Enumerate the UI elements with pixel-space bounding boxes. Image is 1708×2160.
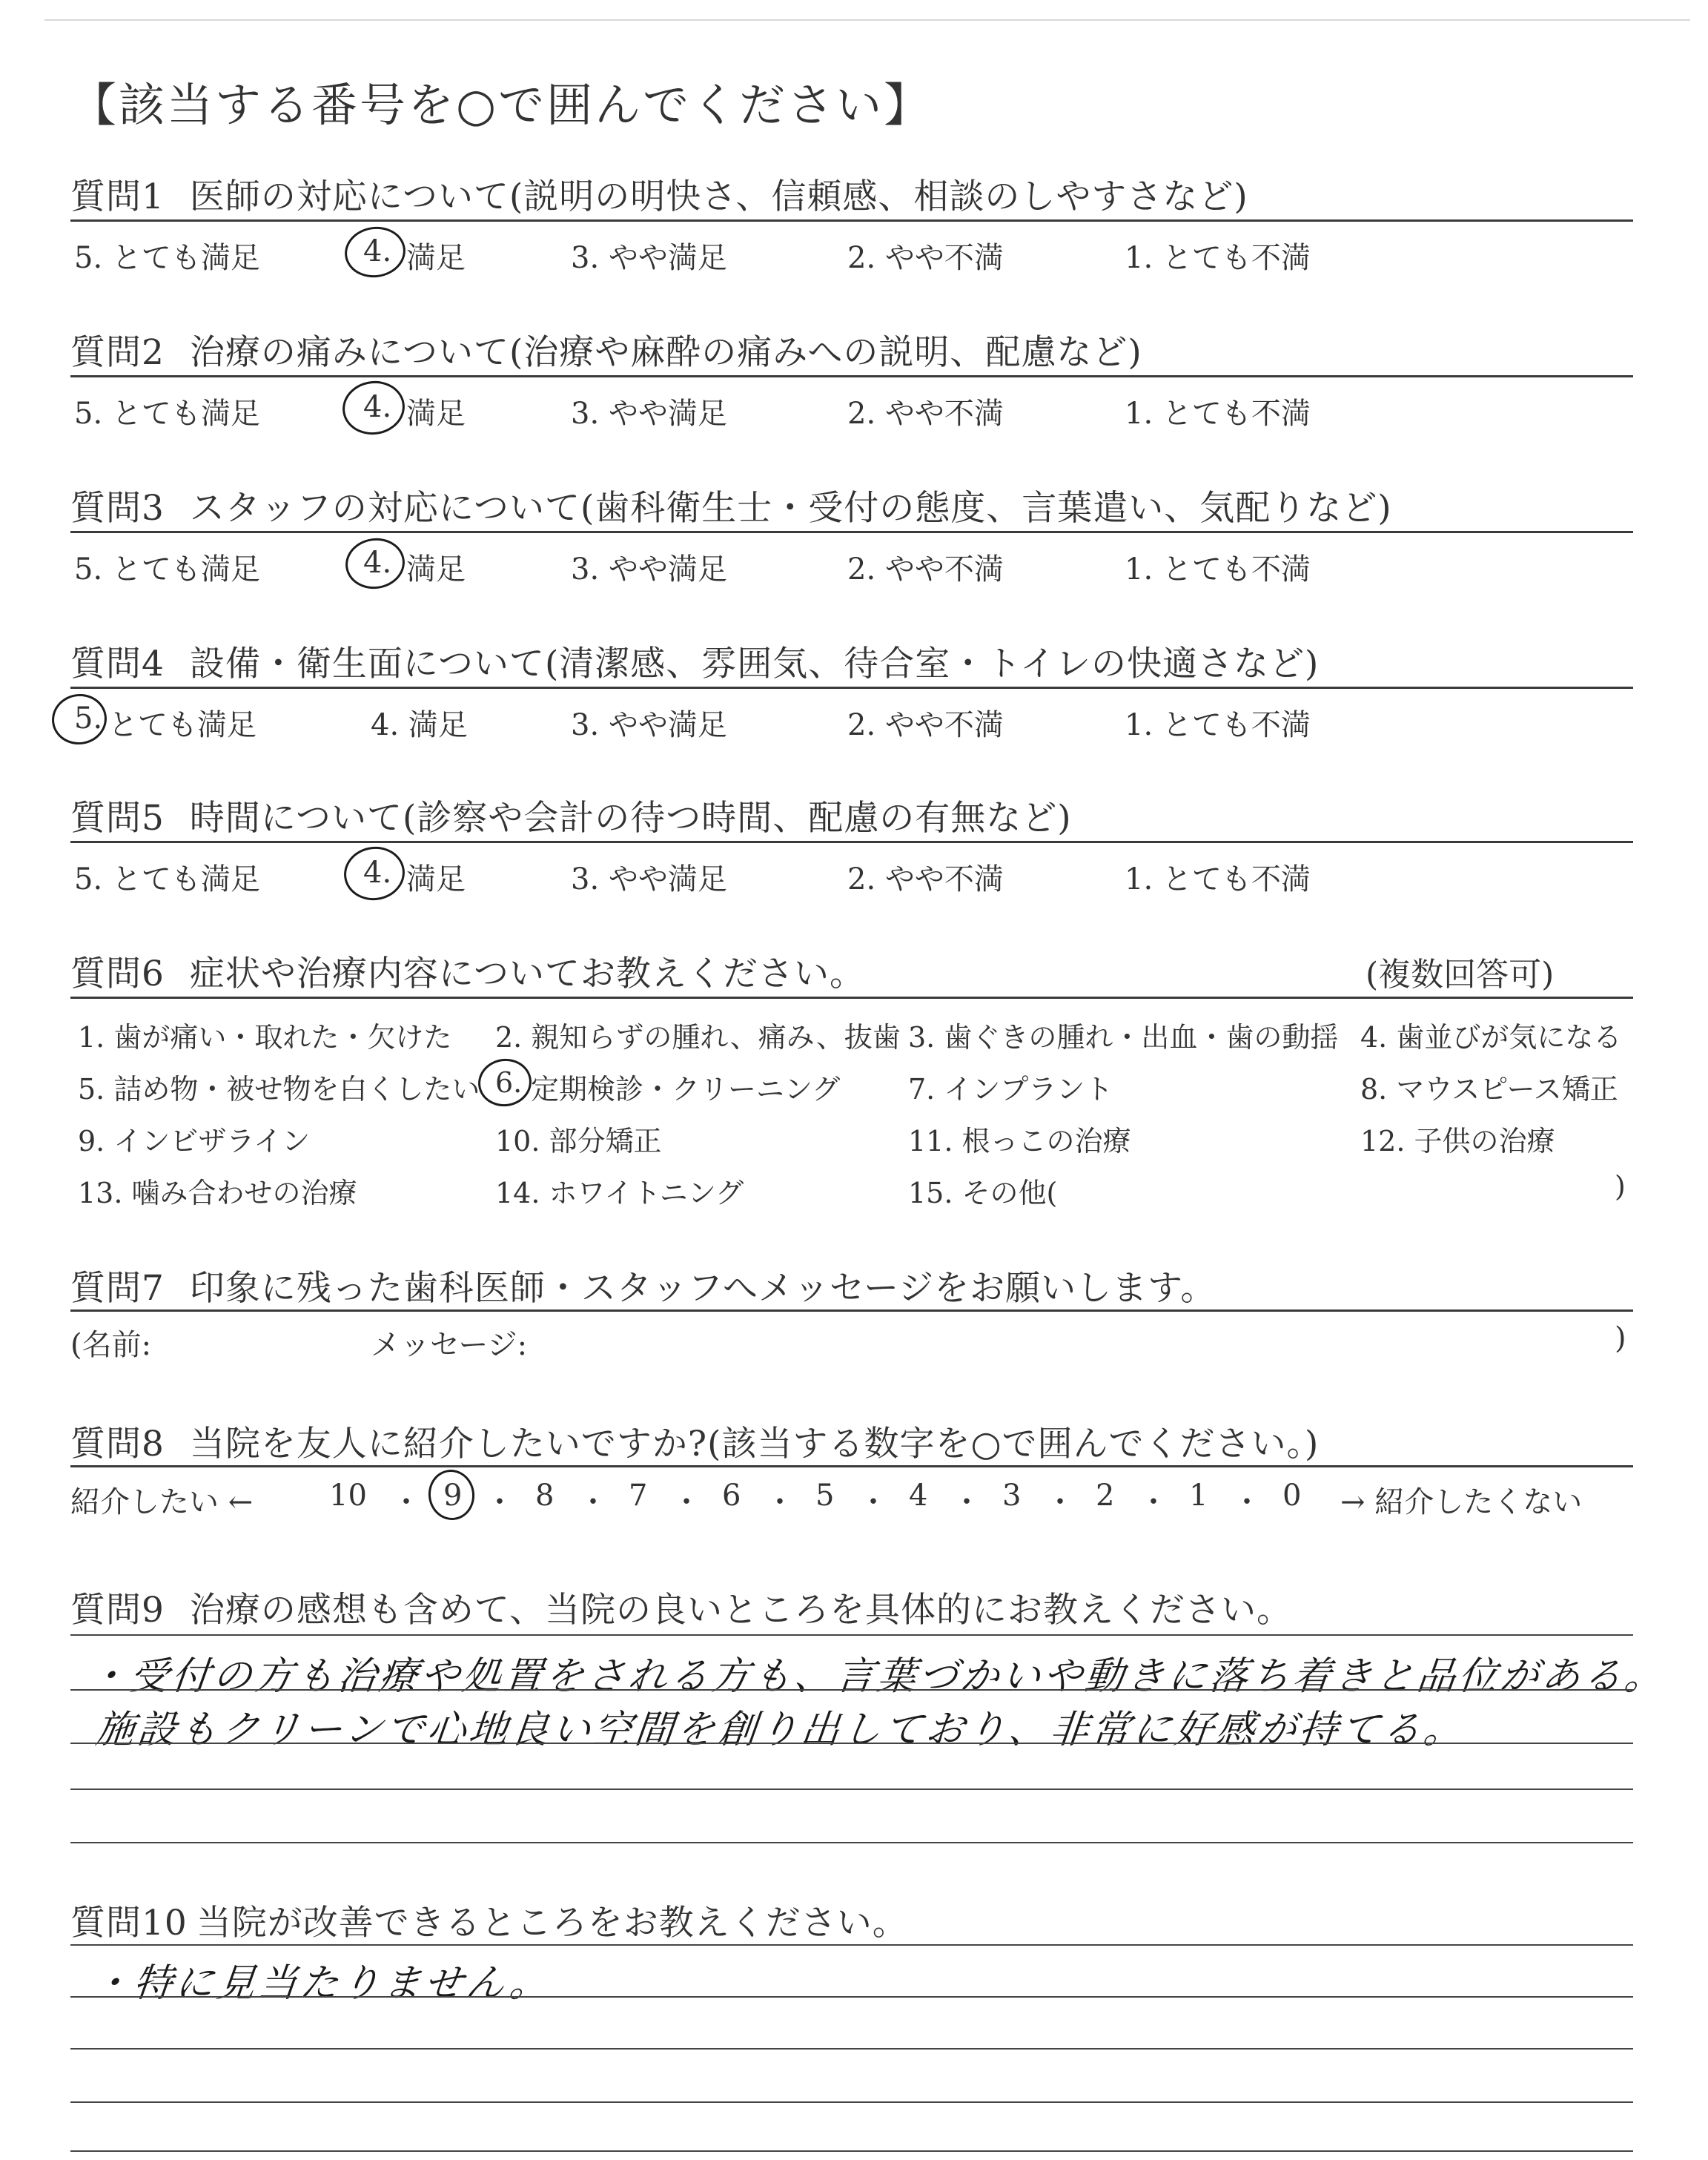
q2-selection-circle bbox=[339, 377, 408, 439]
q10-writing-line bbox=[70, 2150, 1633, 2152]
q6-option-11[interactable]: 11. 根っこの治療 bbox=[908, 1125, 1131, 1157]
question-2-text: 治療の痛みについて(治療や麻酔の痛みへの説明、配慮など) bbox=[189, 332, 1142, 373]
q4-option-5-number[interactable]: 5. bbox=[74, 701, 103, 736]
q9-writing-line bbox=[70, 1789, 1633, 1790]
q1-selection-circle bbox=[342, 223, 409, 282]
q4-option-5-label: とても満足 bbox=[108, 708, 256, 742]
question-2-number: 質問2 bbox=[70, 332, 165, 373]
q6-option-4[interactable]: 4. 歯並びが気になる bbox=[1360, 1021, 1622, 1054]
q6-option-6-label: 定期検診・クリーニング bbox=[531, 1073, 841, 1106]
q8-scale-8[interactable]: 8 bbox=[535, 1479, 555, 1513]
question-10-text: 当院が改善できるところをお教えください。 bbox=[196, 1903, 908, 1943]
q1-option-2[interactable]: 2. やや不満 bbox=[847, 241, 1004, 275]
q9-writing-line bbox=[70, 1689, 1633, 1691]
q8-dot: ・ bbox=[485, 1485, 514, 1519]
q6-option-10[interactable]: 10. 部分矯正 bbox=[495, 1125, 662, 1157]
q5-option-4-label: 満足 bbox=[406, 862, 466, 896]
q10-handwritten-answer-line-1[interactable]: ・特に見当たりません。 bbox=[90, 1961, 554, 2006]
q1-option-5[interactable]: 5. とても満足 bbox=[74, 241, 260, 275]
q6-option-5[interactable]: 5. 詰め物・被せ物を白くしたい bbox=[78, 1073, 480, 1106]
q8-dot: ・ bbox=[1232, 1485, 1262, 1519]
question-2-rule bbox=[70, 375, 1633, 377]
q8-scale-6[interactable]: 6 bbox=[722, 1479, 741, 1513]
q4-option-2[interactable]: 2. やや不満 bbox=[847, 708, 1004, 742]
q6-option-8[interactable]: 8. マウスピース矯正 bbox=[1360, 1073, 1618, 1106]
q6-option-7[interactable]: 7. インプラント bbox=[908, 1073, 1113, 1106]
q9-writing-line bbox=[70, 1842, 1633, 1843]
question-2-heading bbox=[70, 325, 1142, 374]
q6-option-15[interactable]: 15. その他( bbox=[908, 1177, 1058, 1209]
q1-option-4-number[interactable]: 4. bbox=[363, 234, 392, 268]
q6-option-9[interactable]: 9. インビザライン bbox=[78, 1125, 311, 1157]
question-7-number: 質問7 bbox=[70, 1268, 165, 1309]
q2-option-4-label: 満足 bbox=[406, 397, 466, 431]
q8-scale-3[interactable]: 3 bbox=[1002, 1479, 1022, 1513]
q10-writing-line bbox=[70, 2101, 1633, 2103]
q8-right-label: → 紹介したくない bbox=[1340, 1485, 1583, 1519]
q8-dot: ・ bbox=[672, 1485, 701, 1519]
question-7-text: 印象に残った歯科医師・スタッフへメッセージをお願いします。 bbox=[189, 1268, 1217, 1309]
question-4-rule bbox=[70, 687, 1633, 689]
q3-selection-circle bbox=[342, 535, 408, 592]
question-6-text: 症状や治療内容についてお教えください。 bbox=[189, 954, 865, 994]
q3-option-2[interactable]: 2. やや不満 bbox=[847, 552, 1004, 587]
q5-option-1[interactable]: 1. とても不満 bbox=[1125, 862, 1311, 896]
q9-writing-line bbox=[70, 1743, 1633, 1744]
q2-option-1[interactable]: 1. とても不満 bbox=[1125, 397, 1311, 431]
q10-writing-line bbox=[70, 2048, 1633, 2050]
q7-message-label: メッセージ: bbox=[371, 1328, 528, 1362]
q4-selection-circle bbox=[49, 690, 110, 748]
q8-scale-1[interactable]: 1 bbox=[1189, 1479, 1208, 1513]
q9-writing-line bbox=[70, 1634, 1633, 1636]
q5-option-2[interactable]: 2. やや不満 bbox=[847, 862, 1004, 896]
q6-option-6-number[interactable]: 6. bbox=[495, 1066, 523, 1099]
question-1-text: 医師の対応について(説明の明快さ、信頼感、相談のしやすさなど) bbox=[189, 176, 1248, 217]
q3-option-4-label: 満足 bbox=[406, 552, 466, 587]
q4-option-3[interactable]: 3. やや満足 bbox=[571, 708, 727, 742]
question-3-number: 質問3 bbox=[70, 488, 165, 529]
q5-option-3[interactable]: 3. やや満足 bbox=[571, 862, 727, 896]
question-6-multiple-answers-note: (複数回答可) bbox=[1366, 956, 1555, 994]
q2-option-2[interactable]: 2. やや不満 bbox=[847, 397, 1004, 431]
q10-writing-line bbox=[70, 1996, 1633, 1998]
q6-option-1[interactable]: 1. 歯が痛い・取れた・欠けた bbox=[78, 1021, 452, 1054]
question-8-heading bbox=[70, 1416, 1319, 1466]
q8-dot: ・ bbox=[578, 1485, 608, 1519]
question-4-text: 設備・衛生面について(清潔感、雰囲気、待合室・トイレの快適さなど) bbox=[189, 644, 1320, 684]
q7-close-paren: ) bbox=[1615, 1321, 1626, 1355]
q2-option-3[interactable]: 3. やや満足 bbox=[571, 397, 727, 431]
q4-option-1[interactable]: 1. とても不満 bbox=[1125, 708, 1311, 742]
q8-scale-2[interactable]: 2 bbox=[1096, 1479, 1115, 1513]
q8-left-label: 紹介したい ← bbox=[70, 1485, 254, 1519]
question-1-rule bbox=[70, 219, 1633, 222]
q8-selection-circle bbox=[426, 1467, 478, 1523]
question-10-number: 質問10 bbox=[70, 1903, 188, 1943]
q1-option-1[interactable]: 1. とても不満 bbox=[1125, 241, 1311, 275]
question-5-rule bbox=[70, 841, 1633, 843]
q2-option-4-number[interactable]: 4. bbox=[363, 390, 392, 424]
q8-scale-7[interactable]: 7 bbox=[629, 1479, 648, 1513]
q3-option-1[interactable]: 1. とても不満 bbox=[1125, 552, 1311, 587]
q3-option-3[interactable]: 3. やや満足 bbox=[571, 552, 727, 587]
question-5-text: 時間について(診察や会計の待つ時間、配慮の有無など) bbox=[189, 798, 1072, 839]
q8-dot: ・ bbox=[391, 1485, 421, 1519]
q5-option-5[interactable]: 5. とても満足 bbox=[74, 862, 260, 896]
question-8-text: 当院を友人に紹介したいですか?(該当する数字を○で囲んでください。) bbox=[189, 1424, 1320, 1464]
q8-scale-0[interactable]: 0 bbox=[1282, 1479, 1302, 1513]
question-4-number: 質問4 bbox=[70, 644, 165, 684]
page-title: 【該当する番号を○で囲んでください】 bbox=[70, 78, 933, 132]
question-3-heading bbox=[70, 480, 1392, 530]
q10-writing-line bbox=[70, 1944, 1633, 1946]
q7-name-label: (名前: bbox=[70, 1328, 152, 1362]
question-9-number: 質問9 bbox=[70, 1590, 165, 1631]
q6-option-13[interactable]: 13. 噛み合わせの治療 bbox=[78, 1177, 357, 1209]
q4-option-4[interactable]: 4. 満足 bbox=[371, 708, 468, 742]
q5-selection-circle bbox=[340, 843, 408, 905]
question-9-text: 治療の感想も含めて、当院の良いところを具体的にお教えください。 bbox=[189, 1590, 1292, 1631]
q8-scale-10[interactable]: 10 bbox=[329, 1479, 367, 1513]
question-10-heading bbox=[70, 1895, 908, 1945]
q1-option-3[interactable]: 3. やや満足 bbox=[571, 241, 727, 275]
question-3-text: スタッフの対応について(歯科衛生士・受付の態度、言葉遣い、気配りなど) bbox=[189, 488, 1392, 529]
question-1-heading bbox=[70, 169, 1248, 219]
q8-dot: ・ bbox=[1139, 1485, 1168, 1519]
q3-option-5[interactable]: 5. とても満足 bbox=[74, 552, 260, 587]
q8-dot: ・ bbox=[1045, 1485, 1075, 1519]
page-top-edge bbox=[44, 19, 1690, 21]
q8-scale-5[interactable]: 5 bbox=[815, 1479, 835, 1513]
q8-dot: ・ bbox=[952, 1485, 982, 1519]
q2-option-5[interactable]: 5. とても満足 bbox=[74, 397, 260, 431]
question-8-number: 質問8 bbox=[70, 1424, 165, 1464]
question-9-heading bbox=[70, 1582, 1292, 1632]
q1-option-4-label: 満足 bbox=[406, 241, 466, 275]
question-1-number: 質問1 bbox=[70, 176, 165, 217]
question-3-rule bbox=[70, 531, 1633, 533]
q6-option-3[interactable]: 3. 歯ぐきの腫れ・出血・歯の動揺 bbox=[908, 1021, 1339, 1054]
q6-option-12[interactable]: 12. 子供の治療 bbox=[1360, 1125, 1555, 1157]
q5-option-4-number[interactable]: 4. bbox=[363, 856, 392, 890]
question-5-heading bbox=[70, 790, 1072, 840]
question-6-heading bbox=[70, 946, 865, 996]
q8-scale-4[interactable]: 4 bbox=[909, 1479, 928, 1513]
q8-dot: ・ bbox=[765, 1485, 795, 1519]
q8-dot: ・ bbox=[858, 1485, 888, 1519]
q6-option-14[interactable]: 14. ホワイトニング bbox=[495, 1177, 744, 1209]
q6-option-15-close-paren: ) bbox=[1615, 1170, 1626, 1203]
question-6-rule bbox=[70, 997, 1633, 999]
q3-option-4-number[interactable]: 4. bbox=[363, 546, 392, 580]
q8-scale-9[interactable]: 9 bbox=[443, 1479, 463, 1513]
question-6-number: 質問6 bbox=[70, 954, 165, 994]
q9-handwritten-answer-line-1[interactable]: ・受付の方も治療や処置をされる方も、言葉づかいや動きに落ち着きと品位がある。 bbox=[86, 1654, 1669, 1699]
question-7-heading bbox=[70, 1261, 1216, 1310]
q6-option-2[interactable]: 2. 親知らずの腫れ、痛み、抜歯 bbox=[495, 1021, 901, 1054]
q9-handwritten-answer-line-2[interactable]: 施設もクリーンで心地良い空間を創り出しており、非常に好感が持てる。 bbox=[93, 1708, 1468, 1752]
q6-selection-circle bbox=[475, 1055, 534, 1109]
question-5-number: 質問5 bbox=[70, 798, 165, 839]
question-4-heading bbox=[70, 636, 1319, 686]
question-7-rule bbox=[70, 1309, 1633, 1312]
question-8-rule bbox=[70, 1465, 1633, 1467]
